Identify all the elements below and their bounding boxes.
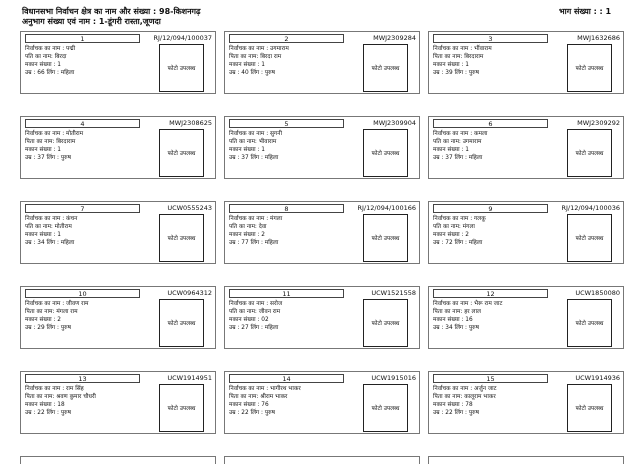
voter-info (433, 215, 486, 247)
age-gender: उम्र : 22 लिंग : पुरुष (229, 410, 275, 416)
age-gender: उम्र : 29 लिंग : पुरुष (25, 325, 71, 331)
voter-card-cutoff (20, 456, 216, 464)
photo-box (567, 129, 612, 177)
photo-label: फोटो उपलब्ध (167, 151, 196, 157)
serial-number: 4 (25, 119, 140, 128)
voter-name: निर्वाचक का नाम : उगमाराम (229, 46, 289, 52)
epic-number: MWJ2308625 (169, 119, 212, 127)
voter-card (224, 116, 420, 179)
voter-info (433, 45, 492, 77)
voter-info (229, 130, 282, 162)
voter-info (25, 215, 77, 247)
voter-card (224, 286, 420, 349)
serial-number: 7 (25, 204, 140, 213)
serial-number: 5 (229, 119, 344, 128)
photo-label: फोटो उपलब्ध (167, 321, 196, 327)
house-number: मकान संख्या : 1 (25, 147, 61, 153)
voter-name: निर्वाचक का नाम : भींवाराम (433, 46, 492, 52)
epic-number: RJ/12/094/100166 (357, 204, 416, 212)
epic-number: RJ/12/094/100037 (153, 34, 212, 42)
relation-name: पिता का नाम: बिरदा राम (229, 54, 282, 60)
house-number: मकान संख्या : 78 (433, 402, 473, 408)
relation-name: पिता का नाम: श्रवण कुमार चौधरी (25, 394, 96, 400)
house-number: मकान संख्या : 1 (433, 62, 469, 68)
house-number: मकान संख्या : 1 (25, 62, 61, 68)
photo-label: फोटो उपलब्ध (167, 236, 196, 242)
voter-info (433, 130, 487, 162)
voter-card (20, 371, 216, 434)
relation-name: पिता का नाम: बिरदाराम (25, 139, 76, 145)
age-gender: उम्र : 72 लिंग : महिला (433, 240, 483, 246)
relation-name: पति का नाम: जीवन राम (229, 309, 281, 315)
epic-number: RJ/12/094/100036 (561, 204, 620, 212)
relation-name: पिता का नाम: बिरदाराम (433, 54, 484, 60)
voter-name: निर्वाचक का नाम : पद्मी (25, 46, 76, 52)
voter-card (20, 31, 216, 94)
relation-name: पति का नाम: उगमाराम (433, 139, 482, 145)
house-number: मकान संख्या : 02 (229, 317, 269, 323)
relation-name: पति का नाम: मोतीराम (25, 224, 72, 230)
photo-box (159, 44, 204, 92)
serial-number: 6 (433, 119, 548, 128)
epic-number: UCW1915016 (371, 374, 416, 382)
photo-box (567, 44, 612, 92)
age-gender: उम्र : 39 लिंग : पुरुष (433, 70, 479, 76)
photo-label: फोटो उपलब्ध (167, 66, 196, 72)
photo-box (363, 129, 408, 177)
age-gender: उम्र : 66 लिंग : महिला (25, 70, 75, 76)
voter-card (20, 201, 216, 264)
age-gender: उम्र : 34 लिंग : पुरुष (433, 325, 479, 331)
voter-card (428, 371, 624, 434)
age-gender: उम्र : 40 लिंग : पुरुष (229, 70, 275, 76)
age-gender: उम्र : 37 लिंग : पुरुष (25, 155, 71, 161)
voter-name: निर्वाचक का नाम : कंचन (25, 216, 78, 222)
photo-box (159, 299, 204, 347)
photo-label: फोटो उपलब्ध (575, 321, 604, 327)
house-number: मकान संख्या : 1 (229, 62, 265, 68)
voter-info (229, 45, 289, 77)
photo-label: फोटो उपलब्ध (371, 321, 400, 327)
epic-number: UCW0555243 (167, 204, 212, 212)
serial-number: 15 (433, 374, 548, 383)
voter-name: निर्वाचक का नाम : भागीरथ भाकर (229, 386, 301, 392)
age-gender: उम्र : 77 लिंग : महिला (229, 240, 279, 246)
relation-name: पति का नाम: देवा (229, 224, 267, 230)
voter-name: निर्वाचक का नाम : सरोज (229, 301, 283, 307)
epic-number: UCW1850080 (575, 289, 620, 297)
serial-number: 1 (25, 34, 140, 43)
voter-name: निर्वाचक का नाम : अर्जुन जाट (433, 386, 497, 392)
age-gender: उम्र : 34 लिंग : महिला (25, 240, 75, 246)
voter-info (433, 300, 502, 332)
relation-name: पति का नाम: मंगला (433, 224, 475, 230)
house-number: मकान संख्या : 18 (25, 402, 65, 408)
photo-box (363, 299, 408, 347)
voter-card (224, 201, 420, 264)
epic-number: MWJ2309292 (577, 119, 620, 127)
serial-number: 11 (229, 289, 344, 298)
house-number: मकान संख्या : 2 (229, 232, 265, 238)
voter-info (25, 45, 75, 77)
voter-card (20, 116, 216, 179)
photo-box (567, 214, 612, 262)
age-gender: उम्र : 22 लिंग : पुरुष (433, 410, 479, 416)
photo-label: फोटो उपलब्ध (575, 66, 604, 72)
relation-name: पिता का नाम: मंगला राम (25, 309, 78, 315)
epic-number: MWJ2309904 (373, 119, 416, 127)
photo-box (567, 384, 612, 432)
voter-card (428, 116, 624, 179)
house-number: मकान संख्या : 16 (433, 317, 473, 323)
serial-number: 13 (25, 374, 140, 383)
voter-card-cutoff (428, 456, 624, 464)
serial-number: 3 (433, 34, 548, 43)
serial-number: 8 (229, 204, 344, 213)
voter-info (229, 385, 301, 417)
serial-number: 9 (433, 204, 548, 213)
photo-label: फोटो उपलब्ध (371, 151, 400, 157)
house-number: मकान संख्या : 2 (25, 317, 61, 323)
photo-label: फोटो उपलब्ध (371, 406, 400, 412)
section-subtitle: अनुभाग संख्या एवं नाम : 1-डूंगरी रास्ता,जूणदा (22, 17, 161, 26)
voter-name: निर्वाचक का नाम : भैरू राम जाट (433, 301, 503, 307)
relation-name: पति का नाम: भीवाराम (229, 139, 277, 145)
epic-number: MWJ1632686 (577, 34, 620, 42)
photo-label: फोटो उपलब्ध (371, 236, 400, 242)
serial-number: 2 (229, 34, 344, 43)
voter-card (20, 286, 216, 349)
photo-label: फोटो उपलब्ध (575, 406, 604, 412)
photo-box (363, 384, 408, 432)
photo-label: फोटो उपलब्ध (575, 151, 604, 157)
voter-info (25, 300, 88, 332)
relation-name: पिता का नाम: कालूराम भाकर (433, 394, 496, 400)
relation-name: पिता का नाम: श्रीराम भाकर (229, 394, 288, 400)
serial-number: 10 (25, 289, 140, 298)
voter-card (428, 201, 624, 264)
voter-name: निर्वाचक का नाम : कमला (433, 131, 488, 137)
voter-info (229, 300, 282, 332)
epic-number: UCW1521558 (371, 289, 416, 297)
epic-number: UCW0964312 (167, 289, 212, 297)
photo-label: फोटो उपलब्ध (167, 406, 196, 412)
voter-name: निर्वाचक का नाम : जीवण राम (25, 301, 89, 307)
age-gender: उम्र : 22 लिंग : पुरुष (25, 410, 71, 416)
house-number: मकान संख्या : 1 (25, 232, 61, 238)
house-number: मकान संख्या : 2 (433, 232, 469, 238)
voter-card (428, 286, 624, 349)
voter-card (224, 371, 420, 434)
voter-name: निर्वाचक का नाम : मोतीराम (25, 131, 84, 137)
voter-name: निर्वाचक का नाम : राम सिंह (25, 386, 84, 392)
photo-label: फोटो उपलब्ध (371, 66, 400, 72)
age-gender: उम्र : 37 लिंग : महिला (229, 155, 279, 161)
photo-box (159, 129, 204, 177)
part-number: भाग संख्या : : 1 (559, 7, 612, 16)
voter-name: निर्वाचक का नाम : सुगनी (229, 131, 282, 137)
epic-number: UCW1914951 (167, 374, 212, 382)
house-number: मकान संख्या : 1 (229, 147, 265, 153)
photo-label: फोटो उपलब्ध (575, 236, 604, 242)
voter-info (229, 215, 282, 247)
photo-box (159, 384, 204, 432)
relation-name: पति का नाम: बिरदा (25, 54, 67, 60)
house-number: मकान संख्या : 76 (229, 402, 269, 408)
voter-info (25, 130, 83, 162)
serial-number: 12 (433, 289, 548, 298)
voter-name: निर्वाचक का नाम : मंगला (229, 216, 283, 222)
voter-card-cutoff (224, 456, 420, 464)
relation-name: पिता का नाम: हर लाल (433, 309, 481, 315)
age-gender: उम्र : 37 लिंग : महिला (433, 155, 483, 161)
serial-number: 14 (229, 374, 344, 383)
voter-info (433, 385, 497, 417)
house-number: मकान संख्या : 1 (433, 147, 469, 153)
voter-card (428, 31, 624, 94)
voter-name: निर्वाचक का नाम : गलकू (433, 216, 486, 222)
photo-box (363, 44, 408, 92)
voter-info (25, 385, 96, 417)
photo-box (567, 299, 612, 347)
age-gender: उम्र : 27 लिंग : महिला (229, 325, 279, 331)
epic-number: MWJ2309284 (373, 34, 416, 42)
epic-number: UCW1914936 (575, 374, 620, 382)
constituency-title: विधानसभा निर्वाचन क्षेत्र का नाम और संख्या : 98-किशनगढ़ (22, 7, 201, 16)
voter-card-grid (20, 31, 624, 464)
photo-box (159, 214, 204, 262)
voter-card (224, 31, 420, 94)
photo-box (363, 214, 408, 262)
